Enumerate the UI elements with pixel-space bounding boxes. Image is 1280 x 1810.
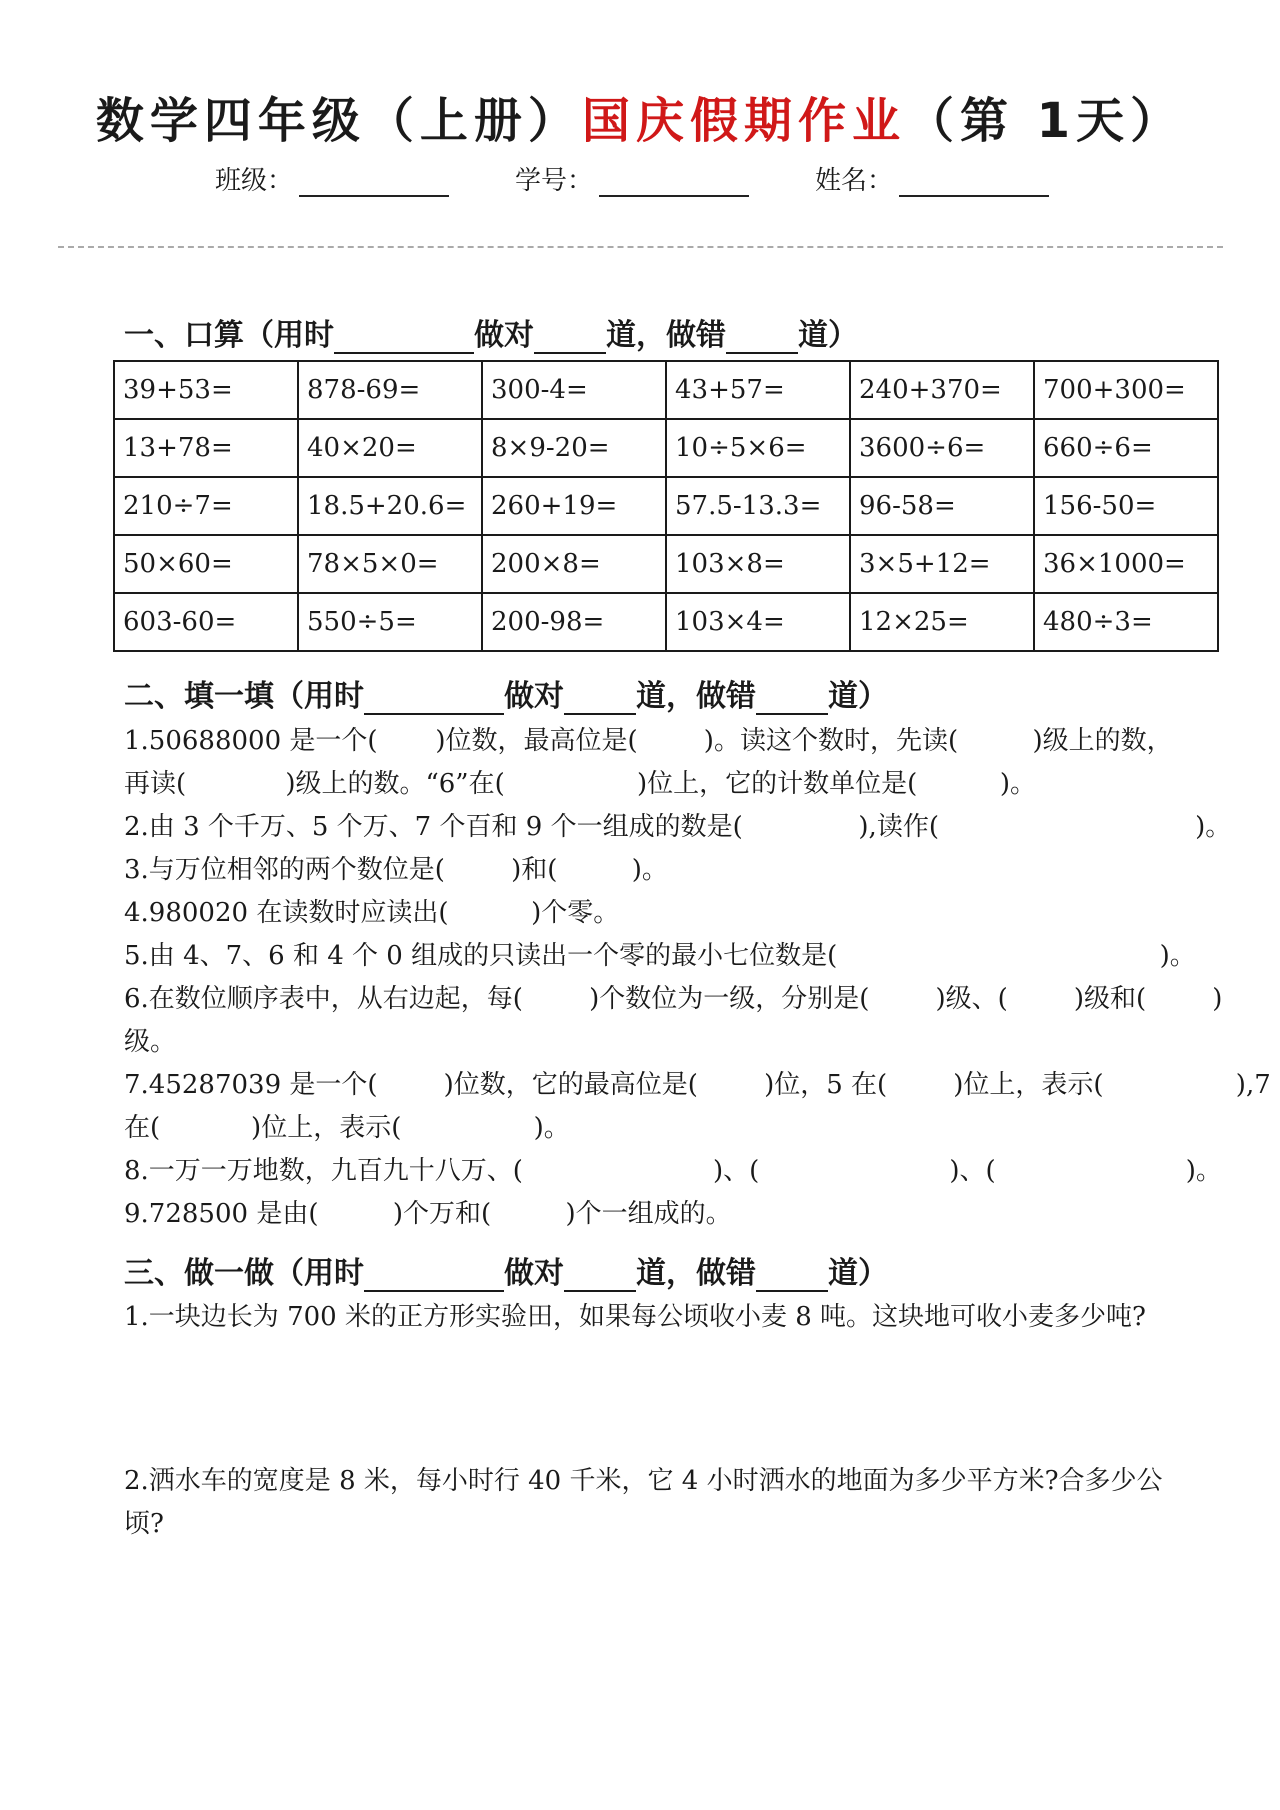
section2-label-a: 二、填一填（用时 <box>124 679 364 714</box>
wrong-blank[interactable] <box>756 1262 828 1292</box>
calc-cell: 200-98= <box>482 593 666 651</box>
calc-cell: 300-4= <box>482 361 666 419</box>
section1-label-a: 一、口算（用时 <box>124 318 334 353</box>
wrong-blank[interactable] <box>756 685 828 715</box>
section2-label-d: 道） <box>828 679 888 714</box>
wrong-blank[interactable] <box>726 324 798 354</box>
calc-cell: 700+300= <box>1034 361 1218 419</box>
calc-cell: 18.5+20.6= <box>298 477 482 535</box>
calc-row <box>114 535 1218 593</box>
time-blank[interactable] <box>364 685 504 715</box>
calc-cell: 660÷6= <box>1034 419 1218 477</box>
calc-cell: 550÷5= <box>298 593 482 651</box>
word-problem-2-line1: 2.洒水车的宽度是 8 米，每小时行 40 千米，它 4 小时洒水的地面为多少平方米?合多少公 <box>124 1466 1163 1496</box>
student-number-blank[interactable] <box>599 171 749 197</box>
calc-cell: 78×5×0= <box>298 535 482 593</box>
calc-row <box>114 593 1218 651</box>
question-line: 9.728500 是由( )个万和( )个一组成的。 <box>124 1199 732 1229</box>
section3-label-d: 道） <box>828 1256 888 1291</box>
student-info-row <box>0 160 1280 200</box>
calc-row <box>114 419 1218 477</box>
question-line: 在( )位上，表示( )。 <box>124 1113 570 1143</box>
question-line: 2.由 3 个千万、5 个万、7 个百和 9 个一组成的数是( ),读作( )。 <box>124 812 1232 842</box>
calc-cell: 200×8= <box>482 535 666 593</box>
calc-cell: 57.5-13.3= <box>666 477 850 535</box>
calc-row <box>114 361 1218 419</box>
section3-label-a: 三、做一做（用时 <box>124 1256 364 1291</box>
class-label: 班级： <box>215 166 294 196</box>
section1-label-c: 道，做错 <box>606 318 726 353</box>
dashed-divider <box>58 246 1223 248</box>
name-field[interactable] <box>815 160 1049 197</box>
page-title <box>0 82 1280 151</box>
question-line: 1.50688000 是一个( )位数，最高位是( )。读这个数时，先读( )级上的数， <box>124 726 1173 756</box>
calc-cell: 40×20= <box>298 419 482 477</box>
calc-cell: 3×5+12= <box>850 535 1034 593</box>
calc-cell: 260+19= <box>482 477 666 535</box>
section1-heading <box>124 310 858 354</box>
calc-cell: 156-50= <box>1034 477 1218 535</box>
time-blank[interactable] <box>364 1262 504 1292</box>
question-line: 8.一万一万地数，九百九十八万、( )、( )、( )。 <box>124 1156 1222 1186</box>
calc-cell: 603-60= <box>114 593 298 651</box>
class-blank[interactable] <box>299 171 449 197</box>
fill-in-questions <box>124 720 1271 1236</box>
calc-cell: 13+78= <box>114 419 298 477</box>
question-line: 6.在数位顺序表中，从右边起，每( )个数位为一级，分别是( )级、( )级和( ) <box>124 984 1223 1014</box>
calc-cell: 96-58= <box>850 477 1034 535</box>
calc-cell: 480÷3= <box>1034 593 1218 651</box>
time-blank[interactable] <box>334 324 474 354</box>
correct-blank[interactable] <box>534 324 606 354</box>
section3-heading <box>124 1248 888 1292</box>
section1-label-d: 道） <box>798 318 858 353</box>
title-red: 国庆假期作业 <box>581 93 906 149</box>
section3-label-b: 做对 <box>504 1256 564 1291</box>
correct-blank[interactable] <box>564 685 636 715</box>
name-label: 姓名： <box>815 166 894 196</box>
title-black: 数学四年级（上册） <box>95 93 582 149</box>
section2-label-c: 道，做错 <box>636 679 756 714</box>
calc-cell: 39+53= <box>114 361 298 419</box>
calc-cell: 10÷5×6= <box>666 419 850 477</box>
calc-cell: 103×8= <box>666 535 850 593</box>
calc-cell: 240+370= <box>850 361 1034 419</box>
calc-cell: 878-69= <box>298 361 482 419</box>
student-number-field[interactable] <box>515 160 749 197</box>
question-line: 7.45287039 是一个( )位数，它的最高位是( )位，5 在( )位上，表示( ),7 <box>124 1070 1271 1100</box>
calc-cell: 210÷7= <box>114 477 298 535</box>
calc-cell: 50×60= <box>114 535 298 593</box>
calc-cell: 36×1000= <box>1034 535 1218 593</box>
word-problem-2-line2: 顷? <box>124 1509 164 1539</box>
calc-cell: 8×9-20= <box>482 419 666 477</box>
calc-cell: 12×25= <box>850 593 1034 651</box>
question-line: 4.980020 在读数时应读出( )个零。 <box>124 898 620 928</box>
calc-cell: 3600÷6= <box>850 419 1034 477</box>
section2-heading <box>124 671 888 715</box>
student-number-label: 学号： <box>515 166 594 196</box>
correct-blank[interactable] <box>564 1262 636 1292</box>
section1-label-b: 做对 <box>474 318 534 353</box>
calc-cell: 43+57= <box>666 361 850 419</box>
title-end: （第 1天） <box>905 93 1185 149</box>
question-line: 3.与万位相邻的两个数位是( )和( )。 <box>124 855 668 885</box>
mental-math-table <box>113 360 1219 652</box>
class-field[interactable] <box>215 160 449 197</box>
question-line: 5.由 4、7、6 和 4 个 0 组成的只读出一个零的最小七位数是( )。 <box>124 941 1196 971</box>
section2-label-b: 做对 <box>504 679 564 714</box>
calc-row <box>114 477 1218 535</box>
section3-label-c: 道，做错 <box>636 1256 756 1291</box>
calc-cell: 103×4= <box>666 593 850 651</box>
word-problem-1: 1.一块边长为 700 米的正方形实验田，如果每公顷收小麦 8 吨。这块地可收小麦多少吨? <box>124 1302 1146 1332</box>
question-line: 级。 <box>124 1027 177 1057</box>
name-blank[interactable] <box>899 171 1049 197</box>
question-line: 再读( )级上的数。“6”在( )位上，它的计数单位是( )。 <box>124 769 1037 799</box>
